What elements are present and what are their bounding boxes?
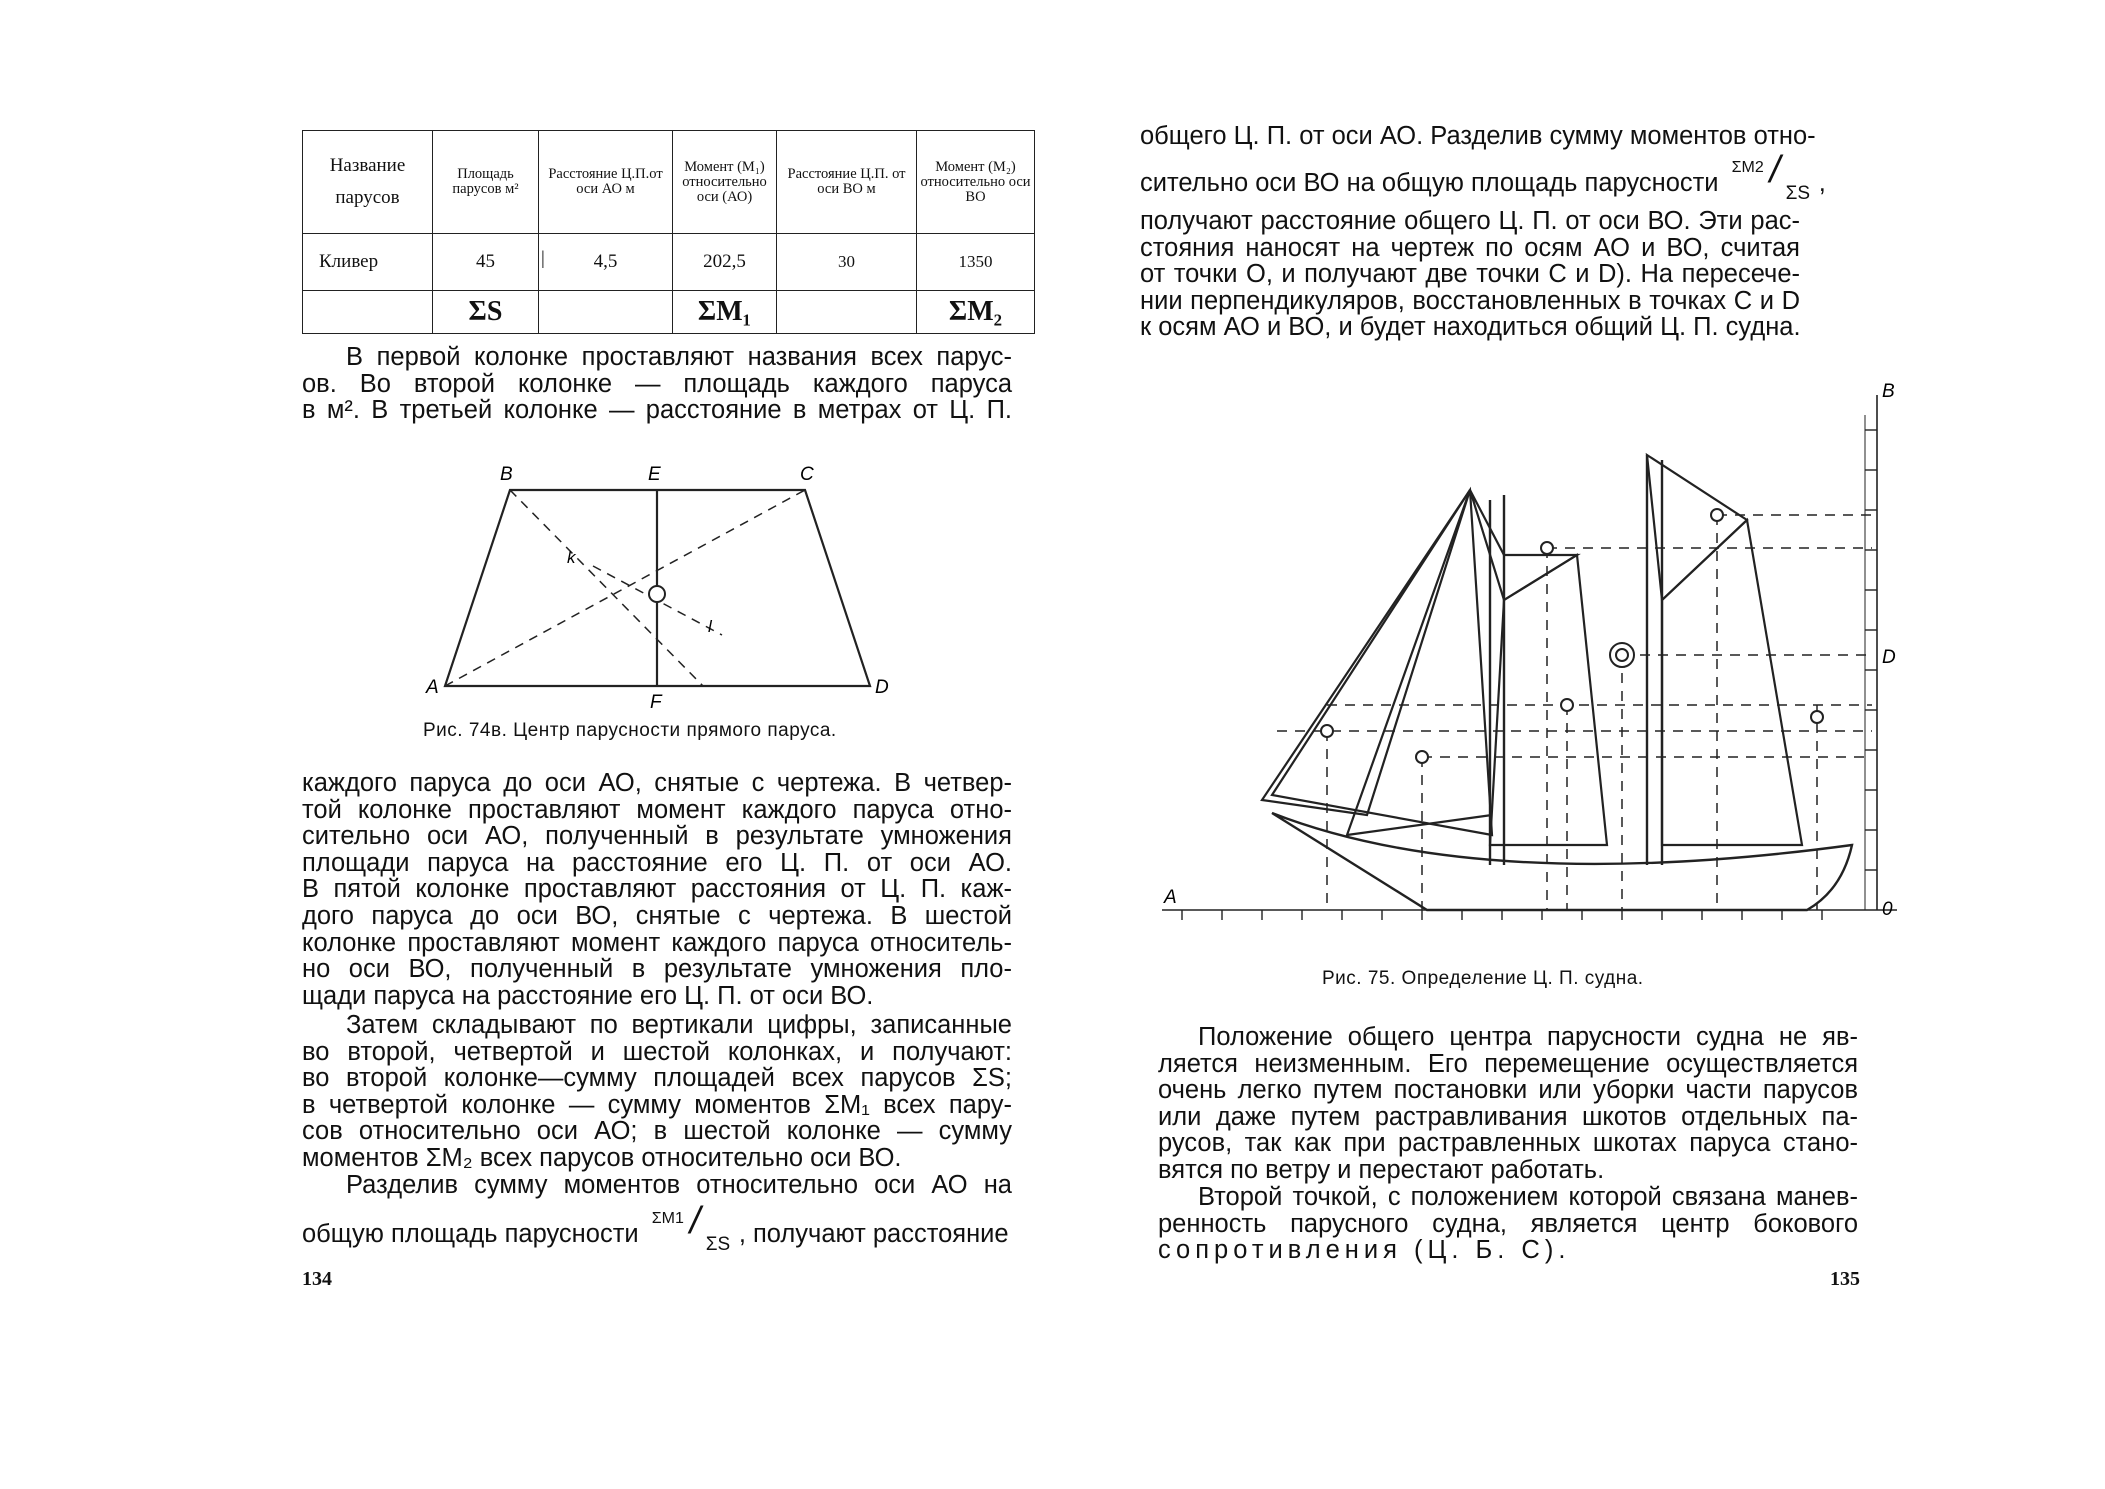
foresail — [1490, 555, 1607, 845]
figure-75-caption: Рис. 75. Определение Ц. П. судна. — [1322, 968, 1644, 989]
table-row — [303, 234, 1035, 291]
text-line: Разделив сумму моментов относительно оси АО на — [346, 1171, 1012, 1199]
label-o: 0 — [1882, 899, 1893, 920]
hull — [1272, 813, 1852, 910]
ce-point-fore-topsail — [1541, 542, 1553, 554]
text-line: площади паруса на расстояние его Ц. П. от оси АО. — [302, 848, 1012, 877]
fraction-denominator: ΣS — [1785, 183, 1811, 204]
text-line: Положение общего центра парусности судна не яв- — [1198, 1023, 1858, 1051]
text-line: ляется неизменным. Его перемещение осуществляется — [1158, 1049, 1858, 1078]
label-a: A — [426, 677, 439, 698]
page-number: 135 — [1830, 1268, 1860, 1290]
formula-fraction — [1726, 149, 1812, 204]
table-cell-value: 4,5 — [593, 251, 618, 272]
label-a: A — [1164, 887, 1177, 908]
table-header-cell: Расстояние Ц.П.от оси АО м — [539, 131, 673, 234]
paragraph — [302, 1172, 1012, 1199]
text-line: в м². В третьей колонке — расстояние в метрах от Ц. П. — [302, 396, 1012, 425]
ce-point-foresail — [1561, 699, 1573, 711]
table-cell — [539, 291, 673, 334]
label-d: D — [1882, 647, 1896, 668]
text-line: Затем складывают по вертикали цифры, записанные — [346, 1011, 1012, 1039]
paragraph — [1158, 1024, 1858, 1184]
text-line: очень легко путем постановки или уборки части парусов — [1158, 1076, 1858, 1105]
figure-74-diagram — [420, 460, 900, 720]
mainsail — [1662, 520, 1802, 845]
text-line: Второй точкой, с положением которой связана манев- — [1198, 1183, 1858, 1211]
ce-point-jib — [1321, 725, 1333, 737]
ce-point-main-topsail — [1711, 509, 1723, 521]
table-sum-cell: ΣM₁ — [673, 291, 777, 334]
table-cell: 45 — [433, 234, 539, 291]
text-line: русов, так как при растравленных шкотах паруса стано- — [1158, 1129, 1858, 1158]
table-cell — [303, 291, 433, 334]
text-line: ов. Во второй колонке — площадь каждого паруса — [302, 369, 1012, 398]
table-cell: 202,5 — [673, 234, 777, 291]
text-fragment: , — [1818, 169, 1826, 197]
label-c: C — [800, 464, 814, 485]
paragraph — [1158, 1184, 1858, 1264]
label-f: F — [650, 692, 662, 713]
text-line: во второй, четвертой и шестой колонках, и получают: — [302, 1037, 1012, 1066]
figure-75-diagram — [1152, 375, 1912, 935]
table-cell: 30 — [777, 234, 917, 291]
label-k: k — [567, 548, 576, 567]
ce-point-total-inner — [1616, 649, 1628, 661]
sail-table — [302, 130, 1035, 334]
table-header-cell: Момент (M₂) относительно оси ВО — [917, 131, 1035, 234]
paragraph — [302, 1012, 1012, 1172]
table-header-cell: Название парусов — [303, 131, 433, 234]
table-cell — [777, 291, 917, 334]
right-page — [1052, 0, 2105, 1489]
paragraph — [302, 344, 1012, 424]
label-b: B — [1882, 381, 1895, 402]
table-header-cell: Площадь парусов м² — [433, 131, 539, 234]
text-line: сопротивления (Ц. Б. С). — [1158, 1236, 1571, 1265]
paragraph — [302, 770, 1012, 1009]
paragraph — [1140, 208, 1800, 341]
text-line: моментов ΣM₂ всех парусов относительно оси ВО. — [302, 1143, 902, 1172]
text-line: В первой колонке проставляют названия всех парус- — [346, 343, 1012, 371]
table-row-separator: | — [541, 248, 545, 269]
paragraph — [1140, 122, 1816, 150]
text-line: к осям АО и ВО, и будет находиться общий Ц. П. судна. — [1140, 313, 1801, 342]
text-line: от точки О, и получают две точки С и D). На пересече- — [1140, 260, 1800, 289]
table-header-cell: Момент (M₁) относительно оси (АО) — [673, 131, 777, 234]
text-fragment: , получают расстояние — [738, 1220, 1009, 1248]
paragraph-formula-line — [302, 1200, 1012, 1255]
table-sum-cell: ΣM₂ — [917, 291, 1035, 334]
table-header-row — [303, 131, 1035, 234]
table-cell: 1350 — [917, 234, 1035, 291]
center-of-effort-circle — [649, 586, 665, 602]
text-line: колонке проставляют момент каждого паруса относитель- — [302, 928, 1012, 957]
label-e: E — [648, 464, 661, 485]
text-line: щади паруса на расстояние его Ц. П. от оси ВО. — [302, 981, 874, 1010]
fraction-numerator: ΣM2 — [1731, 159, 1764, 176]
text-line: во второй колонке—сумму площадей всех парусов ΣS; — [302, 1064, 1012, 1093]
text-line: общего Ц. П. от оси АО. Разделив сумму моментов отно- — [1140, 122, 1816, 150]
left-page — [0, 0, 1052, 1489]
text-line: той колонке проставляют момент каждого паруса отно- — [302, 795, 1012, 824]
text-line: или даже путем растравливания шкотов отдельных па- — [1158, 1102, 1858, 1131]
diagonal-ac — [445, 490, 805, 686]
table-sum-cell: ΣS — [433, 291, 539, 334]
ce-point-staysail — [1416, 751, 1428, 763]
text-line: сов относительно оси АО; в шестой колонке — сумму — [302, 1117, 1012, 1146]
staysail — [1347, 490, 1492, 835]
text-fragment: сительно оси ВО на общую площадь парусности — [1140, 169, 1719, 197]
fore-topsail — [1470, 490, 1577, 600]
text-line: нии перпендикуляров, восстановленных в точках С и D — [1140, 286, 1800, 315]
figure-74-caption: Рис. 74в. Центр парусности прямого паруса. — [423, 720, 837, 741]
text-line: стояния наносят на чертеж по осям АО и ВО, считая — [1140, 233, 1800, 262]
label-l: l — [708, 617, 712, 636]
fraction-numerator: ΣM1 — [651, 1210, 684, 1227]
paragraph-formula-line — [1140, 149, 1826, 204]
text-line: в четвертой колонке — сумму моментов ΣM₁ всех пару- — [302, 1090, 1012, 1119]
table-cell — [539, 234, 673, 291]
ce-point-mainsail — [1811, 711, 1823, 723]
text-line: вятся по ветру и перестают работать. — [1158, 1155, 1605, 1184]
text-line: каждого паруса до оси АО, снятые с чертежа. В четвер- — [302, 769, 1012, 797]
table-header-cell: Расстояние Ц.П. от оси ВО м — [777, 131, 917, 234]
text-line: но оси ВО, полученный в результате умножения пло- — [302, 955, 1012, 984]
table-sum-row — [303, 291, 1035, 334]
label-b: B — [500, 464, 513, 485]
page-number: 134 — [302, 1268, 332, 1290]
label-d: D — [875, 677, 889, 698]
text-line: В пятой колонке проставляют расстояния от Ц. П. каж- — [302, 875, 1012, 904]
fraction-slash: / — [689, 1200, 701, 1242]
table-cell: Кливер — [303, 234, 433, 291]
text-line: сительно оси АО, полученный в результате умножения — [302, 822, 1012, 851]
flying-jib-sail — [1272, 490, 1492, 835]
fraction-denominator: ΣS — [705, 1234, 731, 1255]
text-fragment: общую площадь парусности — [302, 1220, 639, 1248]
formula-fraction — [646, 1200, 732, 1255]
text-line: получают расстояние общего Ц. П. от оси ВО. Эти рас- — [1140, 207, 1800, 235]
text-line: ренность парусного судна, является центр бокового — [1158, 1209, 1858, 1238]
fraction-slash: / — [1769, 149, 1781, 191]
diagonal-bd — [510, 490, 703, 686]
text-line: дого паруса до оси ВО, снятые с чертежа. В шестой — [302, 901, 1012, 930]
